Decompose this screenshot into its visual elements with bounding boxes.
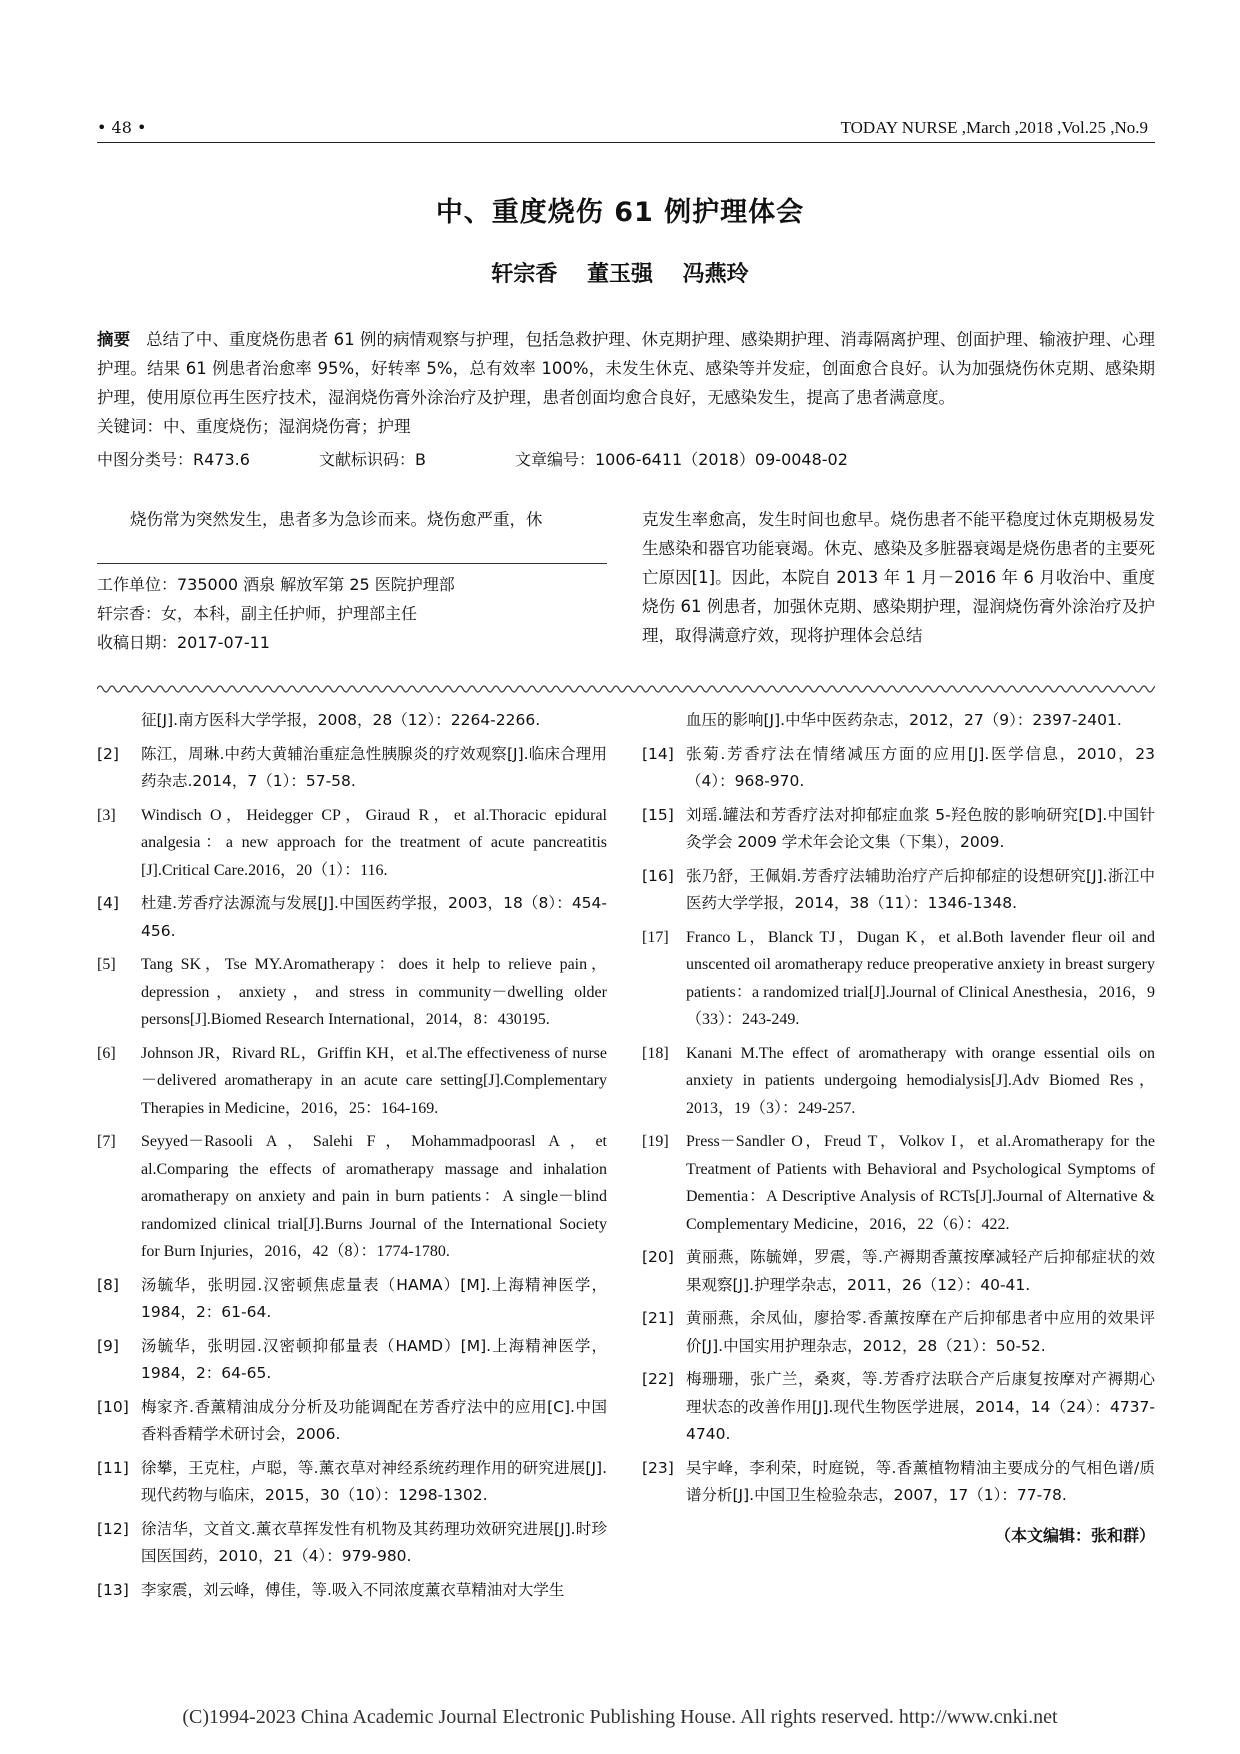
reference-number: [21] [642,1309,674,1327]
reference-item [97,707,607,735]
article-title: 中、重度烧伤 61 例护理体会 [435,197,805,228]
reference-item [642,1040,1155,1123]
reference-number: [11] [97,1458,129,1477]
reference-number: [20] [642,1248,674,1266]
reference-item [642,924,1155,1034]
reference-item [97,1333,607,1388]
reference-number: [19] [642,1133,669,1150]
reference-item [642,741,1155,796]
reference-item [97,1577,607,1605]
reference-text: 李家震，刘云峰，傅佳，等.吸入不同浓度薰衣草精油对大学生 [141,1580,565,1599]
reference-item [97,1394,607,1449]
reference-text: 张乃舒，王佩娟.芳香疗法辅助治疗产后抑郁症的设想研究[J].浙江中医药大学学报，2014，38（11）：1346-1348. [686,866,1155,912]
reference-text: 血压的影响[J].中华中医药杂志，2012，27（9）：2397-2401. [686,711,1122,729]
reference-item [642,1244,1155,1299]
reference-number: [22] [642,1370,674,1388]
page-number: • 48 • [97,118,147,137]
reference-number: [4] [97,894,119,912]
reference-number: [7] [97,1133,116,1150]
reference-text: 陈江，周琳.中药大黄辅治重症急性胰腺炎的疗效观察[J].临床合理用药杂志.2014，7（1）：57-58. [141,744,607,790]
reference-number: [3] [97,806,116,824]
journal-header: TODAY NURSE ,March ,2018 ,Vol.25 ,No.9 [840,118,1148,137]
copyright-footer: (C)1994-2023 China Academic Journal Electronic Publishing House. All rights reserved. http://www.cnki.net [182,1706,1058,1728]
reference-item [97,890,607,945]
reference-item [97,741,607,796]
reference-item [642,1305,1155,1360]
reference-text: Johnson JR，Rivard RL，Griffin KH，et al.The effectiveness of nurse－delivered aromatherapy in an acute care setting[J].Complementary Therapies in Medicine，2016，25：164-169. [141,1044,607,1117]
reference-text: 黄丽燕，余凤仙，廖拾零.香薰按摩在产后抑郁患者中应用的效果评价[J].中国实用护理杂志，2012，28（21）：50-52. [686,1309,1155,1355]
references-left-column [97,707,607,1610]
reference-text: Kanani M.The effect of aromatherapy with orange essential oils on anxiety in patients undergoing hemodialysis[J].Adv Biomed Res，2013，19（3）：249-257. [686,1044,1155,1117]
article-authors: 轩宗香 董玉强 冯燕玲 [491,262,749,287]
reference-item [642,802,1155,857]
reference-number: [12] [97,1519,129,1538]
clc-number: 中图分类号：R473.6 [97,450,250,469]
reference-text: 梅家齐.香薰精油成分分析及功能调配在芳香疗法中的应用[C].中国香料香精学术研讨会，2006. [141,1397,607,1443]
reference-number: [6] [97,1044,116,1062]
reference-number: [16] [642,866,674,885]
reference-text: 吴宇峰，李利荣，时庭锐，等.香薰植物精油主要成分的气相色谱/质谱分析[J].中国卫生检验杂志，2007，17（1）：77-78. [686,1458,1155,1504]
abstract [97,325,1155,412]
reference-text: Seyyed－Rasooli A，Salehi F，Mohammadpoorasl A，et al.Comparing the effects of aromatherapy massage and inhalation aromatherapy on anxiety and pain in burn patients：A single－blind randomized clinical trial[J].Burns Journal of the International Society for Burn Injuries，2016，42（8）：1774-1780. [141,1133,607,1260]
reference-text: 汤毓华，张明园.汉密顿焦虑量表（HAMA）[M].上海精神医学，1984，2：61-64. [141,1275,607,1321]
reference-item [642,1128,1155,1238]
references-right-column [642,707,1155,1549]
footnote [97,570,607,657]
reference-number: [9] [97,1336,119,1355]
document-code: 文献标识码：B [319,450,426,469]
reference-item [97,1040,607,1123]
intro-paragraph-left: 烧伤常为突然发生，患者多为急诊而来。烧伤愈严重，休 [130,510,543,529]
affiliation: 工作单位：735000 酒泉 解放军第 25 医院护理部 [97,575,455,594]
reference-text: 梅珊珊，张广兰，桑爽，等.芳香疗法联合产后康复按摩对产褥期心理状态的改善作用[J].现代生物医学进展，2014，14（24）：4737-4740. [686,1370,1155,1443]
article-number: 文章编号：1006-6411（2018）09-0048-02 [515,450,848,469]
reference-text: 征[J].南方医科大学学报，2008，28（12）：2264-2266. [141,711,541,729]
reference-text: 黄丽燕，陈毓婵，罗震，等.产褥期香薰按摩减轻产后抑郁症状的效果观察[J].护理学杂志，2011，26（12）：40-41. [686,1248,1155,1294]
reference-item [642,707,1155,735]
reference-number: [5] [97,956,116,973]
reference-item [642,1455,1155,1510]
reference-item [97,1272,607,1327]
footnote-rule [97,563,607,564]
reference-item [97,1455,607,1510]
reference-item [642,1366,1155,1449]
reference-text: 徐攀，王克柱，卢聪，等.薰衣草对神经系统药理作用的研究进展[J].现代药物与临床，2015，30（10）：1298-1302. [141,1458,607,1504]
author-info: 轩宗香：女，本科，副主任护师，护理部主任 [97,604,418,623]
wavy-divider [97,682,1155,696]
abstract-label: 摘要 [97,330,131,349]
reference-item [97,802,607,885]
reference-number: [23] [642,1458,674,1477]
reference-number: [2] [97,744,119,763]
reference-number: [15] [642,805,674,824]
editor-note: （本文编辑：张和群） [994,1525,1155,1545]
reference-item [97,951,607,1034]
reference-number: [10] [97,1397,129,1416]
reference-number: [17] [642,928,669,946]
received-date: 收稿日期：2017-07-11 [97,633,270,652]
intro-paragraph-right: 克发生率愈高，发生时间也愈早。烧伤患者不能平稳度过休克期极易发生感染和器官功能衰竭。休克、感染及多脏器衰竭是烧伤患者的主要死亡原因[1]。因此，本院自 2013 年 1 月－2016 年 6 月收治中、重度烧伤 61 例患者，加强休克期、感染期护理，湿润烧伤膏外涂治疗及护理，取得满意疗效，现将护理体会总结 [642,510,1155,645]
reference-text: 张菊.芳香疗法在情绪减压方面的应用[J].医学信息，2010，23（4）：968-970. [686,744,1155,790]
reference-text: Press－Sandler O，Freud T，Volkov I，et al.Aromatherapy for the Treatment of Patients with Behavioral and Psychological Symptoms of Dementia：A Descriptive Analysis of RCTs[J].Journal of Alternative & Complementary Medicine，2016，22（6）：422. [686,1133,1155,1233]
reference-number: [13] [97,1580,129,1599]
keywords: 关键词：中、重度烧伤；湿润烧伤膏；护理 [97,417,411,436]
reference-number: [18] [642,1044,669,1062]
reference-text: 徐洁华，文首文.薰衣草挥发性有机物及其药理功效研究进展[J].时珍国医国药，2010，21（4）：979-980. [141,1519,607,1565]
reference-item [97,1128,607,1266]
reference-number: [8] [97,1275,119,1294]
reference-text: 汤毓华，张明园.汉密顿抑郁量表（HAMD）[M].上海精神医学，1984，2：64-65. [141,1336,607,1382]
reference-item [642,863,1155,918]
reference-number: [14] [642,744,674,763]
reference-text: Windisch O，Heidegger CP，Giraud R，et al.Thoracic epidural analgesia：a new approach for the treatment of acute pancreatitis [J].Critical Care.2016，20（1）：116. [141,806,607,879]
abstract-text: 总结了中、重度烧伤患者 61 例的病情观察与护理，包括急救护理、休克期护理、感染期护理、消毒隔离护理、创面护理、输液护理、心理护理。结果 61 例患者治愈率 95%，好转率 5%，总有效率 100%，未发生休克、感染等并发症，创面愈合良好。认为加强烧伤休克期、感染期护理，使用原位再生医疗技术，湿润烧伤膏外涂治疗及护理，患者创面均愈合良好，无感染发生，提高了患者满意度。 [97,330,1155,407]
reference-text: Tang SK，Tse MY.Aromatherapy：does it help to relieve pain，depression，anxiety，and stress in community－dwelling older persons[J].Biomed Research International，2014，8：430195. [141,956,607,1028]
reference-item [97,1516,607,1571]
reference-text: Franco L，Blanck TJ，Dugan K，et al.Both lavender fleur oil and unscented oil aromatherapy reduce preoperative anxiety in breast surgery patients：a randomized trial[J].Journal of Clinical Anesthesia，2016，9（33）：243-249. [686,928,1155,1028]
header-rule [97,142,1155,143]
reference-text: 杜建.芳香疗法源流与发展[J].中国医药学报，2003，18（8）：454-456. [141,894,607,940]
reference-text: 刘瑶.罐法和芳香疗法对抑郁症血浆 5-羟色胺的影响研究[D].中国针灸学会 2009 学术年会论文集（下集），2009. [686,805,1155,851]
